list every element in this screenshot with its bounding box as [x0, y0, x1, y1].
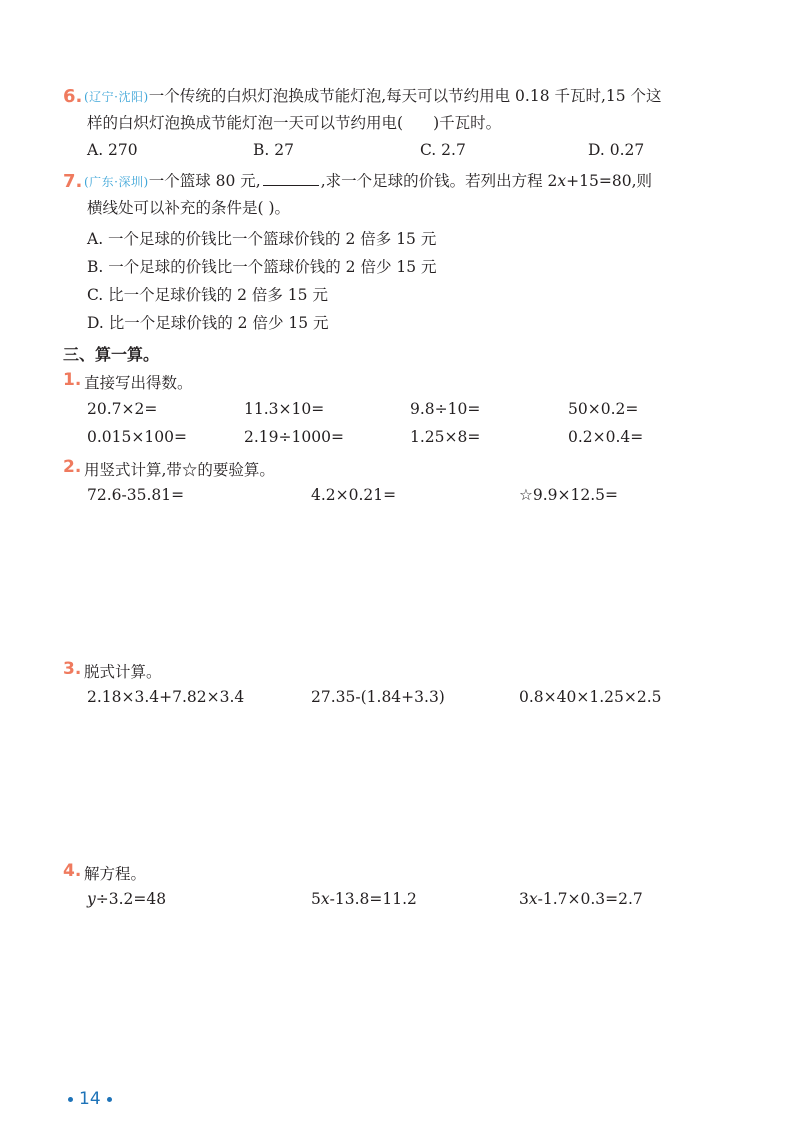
- part-4-equation-3: [519, 890, 643, 908]
- part-1-title: 直接写出得数。: [84, 374, 193, 392]
- question-6-number: 6.: [63, 86, 83, 107]
- equation-rest: ÷3.2=48: [95, 890, 167, 908]
- equation-variable: x: [320, 890, 330, 908]
- question-6-region-tag: (辽宁·沈阳): [84, 90, 149, 104]
- equation-coefficient: 5: [311, 890, 321, 908]
- part-4-equation-2: [311, 890, 417, 908]
- question-7-text-1b: ,求一个足球的价钱。若列出方程 2: [320, 172, 558, 190]
- part-1-item: 2.19÷1000=: [244, 428, 344, 446]
- part-3-item: 0.8×40×1.25×2.5: [519, 688, 662, 706]
- question-7-option-d[interactable]: D. 比一个足球价钱的 2 倍少 15 元: [87, 314, 329, 332]
- part-4-title: 解方程。: [84, 865, 147, 883]
- part-1-item: 0.2×0.4=: [568, 428, 644, 446]
- question-6-option-a[interactable]: A. 270: [87, 141, 138, 159]
- question-7-text-1a: 一个篮球 80 元,: [148, 172, 261, 190]
- part-1-item: 9.8÷10=: [410, 400, 481, 418]
- question-6-line-1: [84, 86, 662, 107]
- part-4-equation-1: [87, 890, 166, 908]
- question-7-number: 7.: [63, 171, 83, 192]
- part-3-work-area[interactable]: [87, 714, 727, 854]
- question-7-option-b[interactable]: B. 一个足球的价钱比一个篮球价钱的 2 倍少 15 元: [87, 258, 437, 276]
- question-6-line-2: [87, 113, 501, 133]
- part-3-title: 脱式计算。: [84, 663, 162, 681]
- part-2-item-star: ☆9.9×12.5=: [519, 486, 619, 504]
- part-2-title: 用竖式计算,带☆的要验算。: [84, 461, 275, 479]
- equation-variable: y: [87, 890, 96, 908]
- question-7-option-a[interactable]: A. 一个足球的价钱比一个篮球价钱的 2 倍多 15 元: [87, 230, 437, 248]
- section-3-title: 三、算一算。: [63, 345, 160, 364]
- footer-dot-right: [107, 1097, 112, 1102]
- part-2-work-area[interactable]: [87, 512, 727, 652]
- question-7-option-c[interactable]: C. 比一个足球价钱的 2 倍多 15 元: [87, 286, 328, 304]
- part-1-item: 20.7×2=: [87, 400, 158, 418]
- part-1-item: 50×0.2=: [568, 400, 639, 418]
- question-6-text-1: 一个传统的白炽灯泡换成节能灯泡,每天可以节约用电 0.18 千瓦时,15 个这: [148, 87, 662, 105]
- question-6-option-d[interactable]: D. 0.27: [588, 141, 645, 159]
- part-1-item: 11.3×10=: [244, 400, 325, 418]
- question-7-region-tag: (广东·深圳): [84, 175, 149, 189]
- footer-dot-left: [68, 1097, 73, 1102]
- question-6-option-b[interactable]: B. 27: [253, 141, 294, 159]
- part-1-item: 1.25×8=: [410, 428, 481, 446]
- question-7-variable: x: [557, 172, 567, 190]
- page-number: 14: [79, 1089, 101, 1109]
- question-7-line-1: [84, 171, 652, 192]
- equation-rest: -13.8=11.2: [329, 890, 417, 908]
- part-3-number: 3.: [63, 659, 82, 679]
- part-3-item: 27.35-(1.84+3.3): [311, 688, 445, 706]
- part-3-item: 2.18×3.4+7.82×3.4: [87, 688, 245, 706]
- part-2-item: 72.6-35.81=: [87, 486, 185, 504]
- part-4-number: 4.: [63, 861, 82, 881]
- part-4-work-area[interactable]: [87, 916, 727, 1066]
- part-1-item: 0.015×100=: [87, 428, 187, 446]
- equation-rest: -1.7×0.3=2.7: [537, 890, 643, 908]
- part-2-number: 2.: [63, 457, 82, 477]
- question-7-fill-blank[interactable]: [263, 171, 319, 186]
- page-footer: [62, 1089, 118, 1109]
- equation-coefficient: 3: [519, 890, 529, 908]
- question-7-line-2: 横线处可以补充的条件是( )。: [87, 199, 291, 217]
- question-6-text-2b: )千瓦时。: [433, 114, 502, 132]
- part-2-item: 4.2×0.21=: [311, 486, 397, 504]
- equation-variable: x: [528, 890, 538, 908]
- part-1-number: 1.: [63, 370, 82, 390]
- question-6-text-2a: 样的白炽灯泡换成节能灯泡一天可以节约用电(: [87, 114, 404, 132]
- question-6-option-c[interactable]: C. 2.7: [420, 141, 466, 159]
- question-7-text-1c: +15=80,则: [566, 172, 653, 190]
